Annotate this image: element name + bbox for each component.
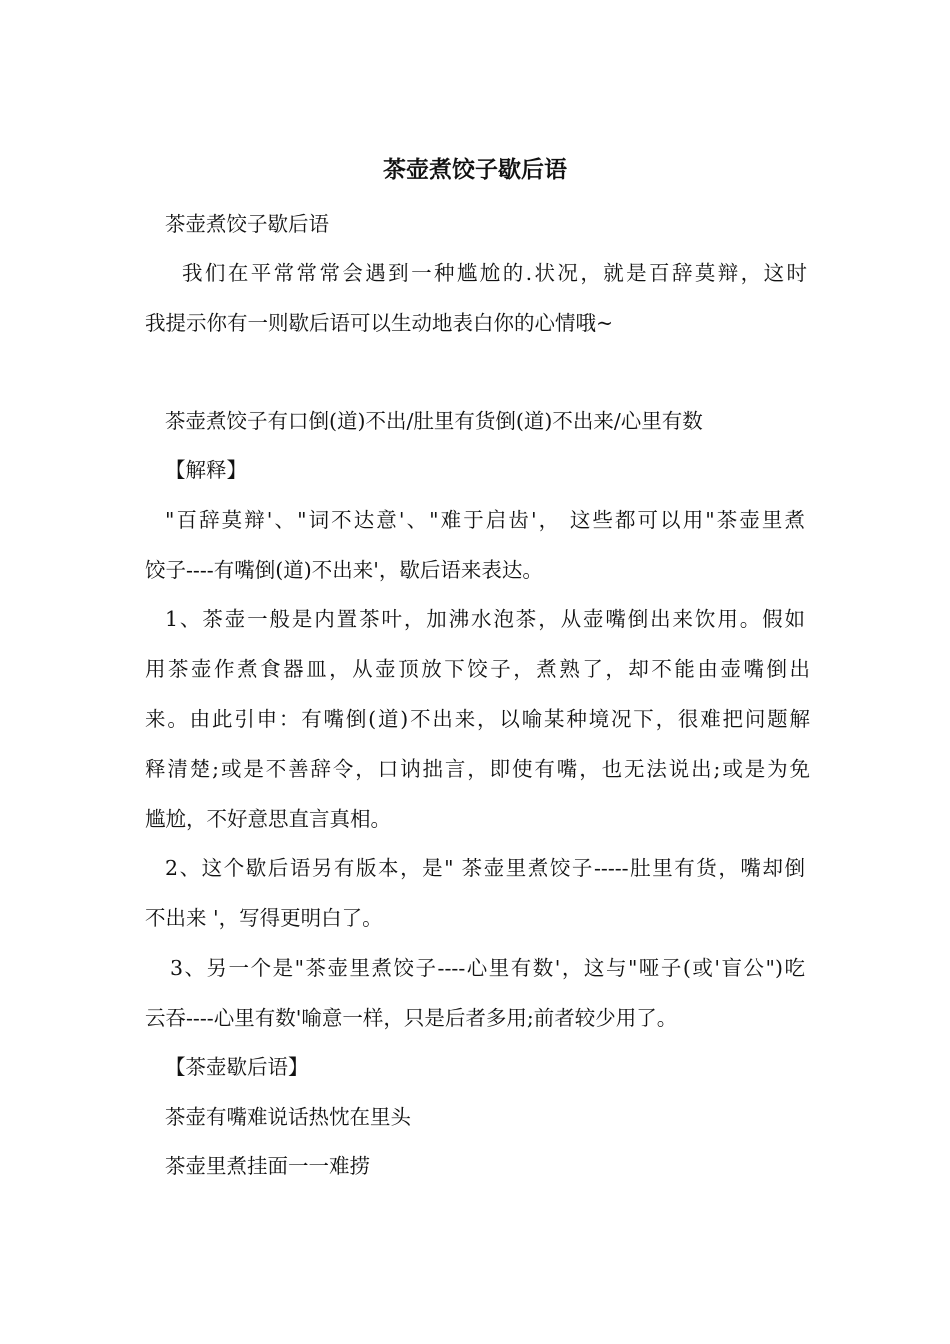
- paragraph-line: 不出来 '，写得更明白了。: [145, 906, 383, 930]
- paragraph-line: 我们在平常常常会遇到一种尴尬的.状况，就是百辞莫辩，这时: [182, 261, 807, 285]
- paragraph-line: 用茶壶作煮食器皿，从壶顶放下饺子，煮熟了，却不能由壶嘴倒出: [145, 657, 810, 681]
- paragraph-line: 释清楚;或是不善辞令，口讷拙言，即使有嘴，也无法说出;或是为免: [145, 757, 810, 781]
- section-heading: 【解释】: [165, 458, 247, 482]
- list-item: 茶壶有嘴难说话热忱在里头: [165, 1105, 411, 1129]
- paragraph-line: 饺子----有嘴倒(道)不出来'，歇后语来表达。: [145, 558, 543, 582]
- section-heading: 【茶壶歇后语】: [165, 1055, 309, 1079]
- list-item: 茶壶里煮挂面一一难捞: [165, 1154, 370, 1178]
- document-title: 茶壶煮饺子歇后语: [383, 156, 567, 183]
- paragraph-line: "百辞莫辩'、"词不达意'、"难于启齿'， 这些都可以用"茶壶里煮: [165, 508, 805, 532]
- subtitle-line: 茶壶煮饺子歇后语: [165, 212, 329, 236]
- paragraph-line: 云吞----心里有数'喻意一样，只是后者多用;前者较少用了。: [145, 1006, 678, 1030]
- paragraph-line: 2、这个歇后语另有版本，是" 茶壶里煮饺子-----肚里有货，嘴却倒: [165, 856, 805, 880]
- paragraph-line: 1、茶壶一般是内置茶叶，加沸水泡茶，从壶嘴倒出来饮用。假如: [165, 607, 805, 631]
- paragraph-line: 尴尬，不好意思直言真相。: [145, 807, 391, 831]
- paragraph-line: 我提示你有一则歇后语可以生动地表白你的心情哦~: [145, 311, 614, 335]
- paragraph-line: 来。由此引申：有嘴倒(道)不出来，以喻某种境况下，很难把问题解: [145, 707, 810, 731]
- paragraph-line: 茶壶煮饺子有口倒(道)不出/肚里有货倒(道)不出来/心里有数: [165, 409, 703, 433]
- paragraph-line: 3、另一个是"茶壶里煮饺子----心里有数'，这与"哑子(或'盲公")吃: [170, 956, 805, 980]
